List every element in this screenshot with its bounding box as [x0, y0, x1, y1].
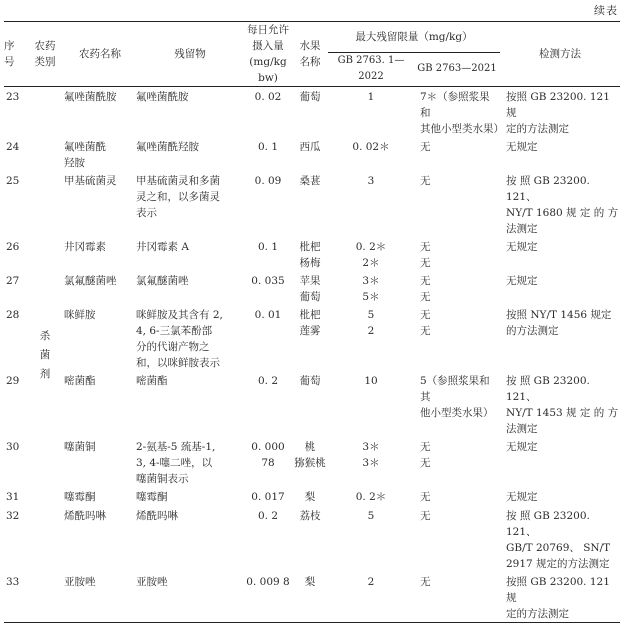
cell-adi: 0. 017 — [251, 491, 285, 503]
cell-method: 按照 NY/T 1456 规定 的方法测定 — [506, 309, 612, 337]
cell-seq: 25 — [6, 175, 20, 187]
cell-residue: 噻霉酮 — [136, 491, 168, 503]
cell-mrl-2022: 1 — [367, 91, 375, 103]
cell-method: 按照 GB 23200. 121 规 定的方法测定 — [506, 576, 610, 620]
cell-seq: 30 — [6, 441, 20, 453]
cell-adi: 0. 1 — [257, 241, 279, 253]
cell-method: 无规定 — [506, 241, 538, 253]
cell-adi: 0. 1 — [257, 141, 279, 153]
cell-method: 无规定 — [506, 275, 538, 287]
cell-residue: 烯酰吗啉 — [136, 510, 178, 522]
mrl-table — [4, 21, 620, 623]
cell-pesticide-name: 氟唑菌酰 羟胺 — [64, 141, 106, 169]
cell-mrl-2021: 无 无 — [420, 309, 431, 337]
cell-mrl-2021: 7＊（参照浆果和 其他小型类水果） — [420, 91, 504, 135]
cell-seq: 24 — [6, 141, 20, 153]
cell-method: 按 照 GB 23200. 121、 GB/T 20769、 SN/T 2917 规定的方法测定 — [506, 510, 611, 570]
cell-fruit: 梨 — [304, 576, 316, 588]
cell-mrl-2021: 5（参照浆果和其 他小型类水果） — [420, 375, 494, 419]
cell-fruit: 枇杷 莲雾 — [299, 309, 321, 337]
cell-category — [26, 87, 64, 623]
cell-mrl-2021: 无 — [420, 175, 431, 187]
table-row — [4, 237, 620, 271]
cell-adi: 0. 009 8 — [246, 576, 290, 588]
cell-adi: 0. 2 — [257, 510, 279, 522]
cell-mrl-2022: 0. 2＊ 2＊ — [355, 241, 387, 269]
cell-residue: 氯氟醚菌唑 — [136, 275, 189, 287]
cell-fruit: 荔枝 — [299, 510, 321, 522]
cell-mrl-2021: 无 无 — [420, 275, 431, 303]
cell-mrl-2022: 0. 02＊ — [352, 141, 390, 153]
cell-mrl-2022: 3＊ 3＊ — [362, 441, 380, 469]
cell-method: 按 照 GB 23200. 121、 NY/T 1453 规 定 的 方 法测定 — [506, 375, 619, 435]
cell-seq: 33 — [6, 576, 20, 588]
cell-residue: 氟唑菌酰胺 — [136, 91, 189, 103]
cell-mrl-2022: 10 — [364, 375, 378, 387]
cell-adi: 0. 000 78 — [251, 441, 285, 469]
table-row — [4, 572, 620, 623]
cell-seq: 23 — [6, 91, 20, 103]
category-label: 杀菌剂 — [39, 330, 51, 380]
cell-fruit: 枇杷 杨梅 — [299, 241, 321, 269]
cell-mrl-2021: 无 — [420, 576, 431, 588]
cell-mrl-2022: 2 — [367, 576, 375, 588]
table-row — [4, 137, 620, 171]
cell-fruit: 葡萄 — [299, 91, 321, 103]
cell-adi: 0. 09 — [254, 175, 282, 187]
cell-adi: 0. 035 — [251, 275, 285, 287]
table-row — [4, 171, 620, 237]
cell-mrl-2021: 无 — [420, 491, 431, 503]
table-row — [4, 305, 620, 371]
cell-mrl-2022: 0. 2＊ — [355, 491, 387, 503]
table-body — [4, 87, 620, 623]
cell-seq: 32 — [6, 510, 20, 522]
cell-seq: 28 — [6, 309, 20, 321]
cell-adi: 0. 02 — [254, 91, 282, 103]
cell-pesticide-name: 噻霉酮 — [64, 491, 96, 503]
cell-method: 无规定 — [506, 491, 538, 503]
cell-pesticide-name: 咪鲜胺 — [64, 309, 96, 321]
cell-pesticide-name: 氟唑菌酰胺 — [64, 91, 117, 103]
header-adi: 每日允许 摄入量 (mg/kg bw) — [247, 24, 289, 84]
cell-adi: 0. 2 — [257, 375, 279, 387]
header-pesticide-name: 农药名称 — [79, 48, 121, 60]
cell-fruit: 桃 猕猴桃 — [294, 441, 326, 469]
cell-method: 按 照 GB 23200. 121、 NY/T 1680 规 定 的 方 法测定 — [506, 175, 619, 235]
cell-mrl-2021: 无 无 — [420, 241, 431, 269]
table-row — [4, 506, 620, 572]
cell-mrl-2021: 无 — [420, 510, 431, 522]
table-header — [4, 22, 620, 87]
continued-label: 续表 — [594, 4, 618, 17]
cell-seq: 27 — [6, 275, 20, 287]
cell-residue: 嘧菌酯 — [136, 375, 168, 387]
cell-method: 无规定 — [506, 141, 538, 153]
header-fruit: 水果 名称 — [299, 40, 321, 68]
cell-method: 按照 GB 23200. 121 规 定的方法测定 — [506, 91, 610, 135]
header-category: 农药 类别 — [34, 40, 56, 68]
cell-fruit: 葡萄 — [299, 375, 321, 387]
cell-pesticide-name: 井冈霉素 — [64, 241, 106, 253]
cell-mrl-2022: 5 — [367, 510, 375, 522]
table-row — [4, 487, 620, 506]
cell-mrl-2022: 5 2 — [367, 309, 375, 337]
cell-residue: 氟唑菌酰羟胺 — [136, 141, 199, 153]
cell-pesticide-name: 嘧菌酯 — [64, 375, 96, 387]
header-residue: 残留物 — [174, 48, 206, 60]
cell-residue: 2-氨基-5 巯基-1, 3, 4-噻二唑，以 噻菌铜表示 — [136, 441, 216, 485]
header-mrl-gb2763-1-2022: GB 2763. 1—2022 — [337, 55, 405, 83]
cell-fruit: 梨 — [304, 491, 316, 503]
cell-fruit: 西瓜 — [299, 141, 321, 153]
cell-pesticide-name: 噻菌铜 — [64, 441, 96, 453]
cell-pesticide-name: 甲基硫菌灵 — [64, 175, 117, 187]
cell-mrl-2022: 3＊ 5＊ — [362, 275, 380, 303]
table-row — [4, 371, 620, 437]
cell-fruit: 苹果 葡萄 — [299, 275, 321, 303]
cell-residue: 甲基硫菌灵和多菌 灵之和，以多菌灵 表示 — [136, 175, 220, 219]
cell-residue: 咪鲜胺及其含有 2, 4, 6-三氯苯酚部 分的代谢产物之 和，以咪鲜胺表示 — [136, 309, 223, 369]
cell-mrl-2021: 无 — [420, 141, 431, 153]
cell-seq: 31 — [6, 491, 20, 503]
cell-method: 无规定 — [506, 441, 538, 453]
header-method: 检测方法 — [539, 48, 581, 60]
cell-seq: 29 — [6, 375, 20, 387]
header-mrl-gb2763-2021: GB 2763—2021 — [417, 63, 497, 75]
cell-pesticide-name: 氯氟醚菌唑 — [64, 275, 117, 287]
cell-adi: 0. 01 — [254, 309, 282, 321]
cell-residue: 亚胺唑 — [136, 576, 168, 588]
table-row — [4, 87, 620, 138]
cell-pesticide-name: 亚胺唑 — [64, 576, 96, 588]
header-seq: 序 号 — [4, 40, 15, 68]
cell-fruit: 桑葚 — [299, 175, 321, 187]
table-row — [4, 271, 620, 305]
cell-residue: 井冈霉素 A — [136, 241, 189, 253]
cell-pesticide-name: 烯酰吗啉 — [64, 510, 106, 522]
cell-mrl-2022: 3 — [367, 175, 375, 187]
table-row — [4, 437, 620, 487]
cell-seq: 26 — [6, 241, 20, 253]
header-mrl: 最大残留限量（mg/kg） — [328, 22, 500, 53]
cell-mrl-2021: 无 无 — [420, 441, 431, 469]
